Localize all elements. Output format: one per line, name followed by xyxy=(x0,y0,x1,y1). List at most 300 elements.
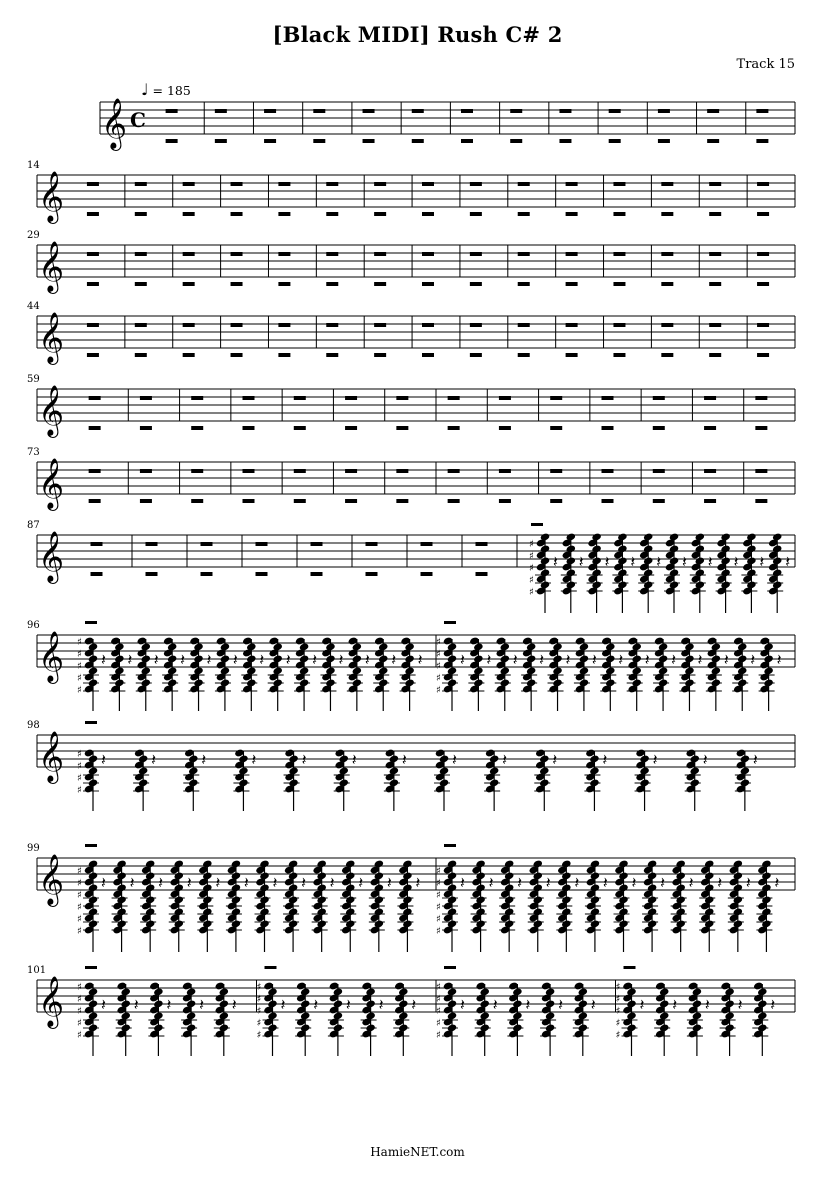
whole-rest xyxy=(609,139,621,143)
whole-rest xyxy=(448,499,460,503)
whole-rest xyxy=(566,353,578,357)
treble-clef-icon: 𝄞 xyxy=(38,458,65,509)
whole-rest xyxy=(166,109,178,113)
whole-rest xyxy=(757,353,769,357)
whole-rest xyxy=(85,966,97,969)
quarter-rest-icon: 𝄽 xyxy=(301,873,306,892)
whole-rest xyxy=(658,139,670,143)
whole-rest xyxy=(374,353,386,357)
staff-system xyxy=(27,301,795,365)
whole-rest xyxy=(757,282,769,286)
quarter-rest-icon: 𝄽 xyxy=(411,995,417,1014)
whole-rest xyxy=(89,426,101,430)
whole-rest xyxy=(278,323,290,327)
whole-rest xyxy=(476,542,488,546)
whole-rest xyxy=(345,469,357,473)
whole-rest xyxy=(313,109,325,113)
sharp-icon: ♯ xyxy=(529,575,534,586)
sharp-icon: ♯ xyxy=(615,994,621,1005)
whole-rest xyxy=(85,844,97,847)
quarter-rest-icon: 𝄽 xyxy=(671,650,676,669)
whole-rest xyxy=(510,109,522,113)
whole-rest xyxy=(613,323,625,327)
whole-rest xyxy=(140,396,152,400)
whole-rest xyxy=(613,252,625,256)
whole-rest xyxy=(183,323,195,327)
quarter-rest-icon: 𝄽 xyxy=(452,750,457,769)
sharp-icon: ♯ xyxy=(529,587,534,598)
whole-rest xyxy=(422,353,434,357)
quarter-rest-icon: 𝄽 xyxy=(672,995,678,1014)
whole-rest xyxy=(531,523,543,526)
whole-rest xyxy=(613,182,625,186)
quarter-rest-icon: 𝄽 xyxy=(717,873,723,892)
whole-rest xyxy=(374,182,386,186)
staff-system xyxy=(27,374,795,438)
whole-rest xyxy=(183,353,195,357)
measure-number: 101 xyxy=(27,965,47,976)
quarter-rest-icon: 𝄽 xyxy=(364,650,370,669)
whole-rest xyxy=(709,212,721,216)
sharp-icon: ♯ xyxy=(77,673,82,684)
quarter-rest-icon: 𝄽 xyxy=(101,650,106,669)
whole-rest xyxy=(755,499,767,503)
quarter-rest-icon: 𝄽 xyxy=(186,873,192,892)
staff-system xyxy=(27,720,795,811)
quarter-rest-icon: 𝄽 xyxy=(752,750,758,769)
quarter-rest-icon: 𝄽 xyxy=(745,873,751,892)
sharp-icon: ♯ xyxy=(77,982,82,993)
sharp-icon: ♯ xyxy=(436,1006,441,1017)
sharp-icon: ♯ xyxy=(77,773,82,784)
sharp-icon: ♯ xyxy=(77,890,82,901)
whole-rest xyxy=(704,426,716,430)
treble-clef-icon: 𝄞 xyxy=(38,385,65,436)
whole-rest xyxy=(518,212,530,216)
whole-rest xyxy=(461,109,473,113)
whole-rest xyxy=(461,139,473,143)
whole-rest xyxy=(518,282,530,286)
whole-rest xyxy=(366,542,378,546)
quarter-rest-icon: 𝄽 xyxy=(201,750,207,769)
whole-rest xyxy=(140,469,152,473)
quarter-rest-icon: 𝄽 xyxy=(313,995,319,1014)
quarter-rest-icon: 𝄽 xyxy=(215,873,221,892)
quarter-rest-icon: 𝄽 xyxy=(312,650,317,669)
quarter-rest-icon: 𝄽 xyxy=(460,873,465,892)
measure-number: 98 xyxy=(27,720,40,731)
measure-number: 29 xyxy=(27,230,40,241)
whole-rest xyxy=(653,426,665,430)
whole-rest xyxy=(326,323,338,327)
whole-rest xyxy=(311,542,323,546)
whole-rest xyxy=(704,469,716,473)
quarter-rest-icon: 𝄽 xyxy=(259,650,265,669)
staff-system xyxy=(27,620,795,711)
sharp-icon: ♯ xyxy=(615,1030,621,1041)
whole-rest xyxy=(231,252,243,256)
quarter-rest-icon: 𝄽 xyxy=(486,650,492,669)
measure-number: 87 xyxy=(27,520,40,531)
whole-rest xyxy=(422,282,434,286)
quarter-rest-icon: 𝄽 xyxy=(166,995,172,1014)
whole-rest xyxy=(499,396,511,400)
whole-rest xyxy=(87,353,99,357)
quarter-rest-icon: 𝄽 xyxy=(232,650,238,669)
quarter-rest-icon: 𝄽 xyxy=(525,995,531,1014)
sharp-icon: ♯ xyxy=(529,563,534,574)
whole-rest xyxy=(709,182,721,186)
score-title: [Black MIDI] Rush C# 2 xyxy=(272,22,563,47)
whole-rest xyxy=(294,426,306,430)
sharp-icon: ♯ xyxy=(436,673,441,684)
sharp-icon: ♯ xyxy=(256,994,262,1005)
whole-rest xyxy=(201,572,213,576)
whole-rest xyxy=(326,252,338,256)
quarter-rest-icon: 𝄽 xyxy=(639,995,645,1014)
whole-rest xyxy=(550,499,562,503)
whole-rest xyxy=(709,282,721,286)
quarter-rest-icon: 𝄽 xyxy=(199,995,205,1014)
whole-rest xyxy=(265,966,277,969)
staff-system xyxy=(27,230,795,294)
whole-rest xyxy=(231,212,243,216)
whole-rest xyxy=(345,396,357,400)
whole-rest xyxy=(363,139,375,143)
whole-rest xyxy=(243,469,255,473)
quarter-rest-icon: 𝄽 xyxy=(492,995,498,1014)
whole-rest xyxy=(278,182,290,186)
whole-rest xyxy=(444,621,456,624)
whole-rest xyxy=(755,469,767,473)
quarter-rest-icon: 𝄽 xyxy=(329,873,335,892)
whole-rest xyxy=(755,396,767,400)
whole-rest xyxy=(470,182,482,186)
whole-rest xyxy=(85,621,97,624)
treble-clef-icon: 𝄞 xyxy=(38,631,65,682)
quarter-rest-icon: 𝄽 xyxy=(604,552,610,571)
quarter-rest-icon: 𝄽 xyxy=(338,650,344,669)
sharp-icon: ♯ xyxy=(77,878,82,889)
quarter-rest-icon: 𝄽 xyxy=(272,873,278,892)
quarter-rest-icon: 𝄽 xyxy=(488,873,494,892)
whole-rest xyxy=(559,109,571,113)
staff-system xyxy=(27,447,795,511)
whole-rest xyxy=(448,396,460,400)
whole-rest xyxy=(135,252,147,256)
quarter-rest-icon: 𝄽 xyxy=(460,995,465,1014)
quarter-rest-icon: 𝄽 xyxy=(151,750,157,769)
whole-rest xyxy=(191,469,203,473)
quarter-rest-icon: 𝄽 xyxy=(301,750,307,769)
quarter-rest-icon: 𝄽 xyxy=(644,650,650,669)
whole-rest xyxy=(499,426,511,430)
whole-rest xyxy=(201,542,213,546)
quarter-rest-icon: 𝄽 xyxy=(631,873,637,892)
sharp-icon: ♯ xyxy=(77,749,82,760)
whole-rest xyxy=(421,572,433,576)
quarter-rest-icon: 𝄽 xyxy=(656,552,662,571)
whole-rest xyxy=(422,182,434,186)
sharp-icon: ♯ xyxy=(529,551,534,562)
whole-rest xyxy=(661,252,673,256)
quarter-rest-icon: 𝄽 xyxy=(391,650,397,669)
whole-rest xyxy=(85,721,97,724)
whole-rest xyxy=(518,323,530,327)
whole-rest xyxy=(499,499,511,503)
sharp-icon: ♯ xyxy=(77,637,82,648)
sharp-icon: ♯ xyxy=(529,539,534,550)
quarter-rest-icon: 𝄽 xyxy=(101,995,106,1014)
whole-rest xyxy=(396,469,408,473)
quarter-rest-icon: 𝄽 xyxy=(231,995,237,1014)
sharp-icon: ♯ xyxy=(615,1018,621,1029)
quarter-rest-icon: 𝄽 xyxy=(590,995,596,1014)
whole-rest xyxy=(707,109,719,113)
sharp-icon: ♯ xyxy=(77,914,82,925)
whole-rest xyxy=(412,109,424,113)
whole-rest xyxy=(757,252,769,256)
quarter-rest-icon: 𝄽 xyxy=(578,552,584,571)
quarter-rest-icon: 𝄽 xyxy=(770,995,776,1014)
whole-rest xyxy=(444,844,456,847)
sharp-icon: ♯ xyxy=(436,994,441,1005)
quarter-rest-icon: 𝄽 xyxy=(251,750,257,769)
measure-number: 99 xyxy=(27,843,40,854)
whole-rest xyxy=(294,499,306,503)
quarter-rest-icon: 𝄽 xyxy=(280,995,286,1014)
whole-rest xyxy=(396,426,408,430)
whole-rest xyxy=(313,139,325,143)
quarter-rest-icon: 𝄽 xyxy=(652,750,658,769)
quarter-rest-icon: 𝄽 xyxy=(539,650,545,669)
whole-rest xyxy=(264,109,276,113)
whole-rest xyxy=(87,182,99,186)
whole-rest xyxy=(661,282,673,286)
whole-rest xyxy=(243,426,255,430)
whole-rest xyxy=(91,542,103,546)
whole-rest xyxy=(470,282,482,286)
whole-rest xyxy=(191,396,203,400)
whole-rest xyxy=(326,182,338,186)
whole-rest xyxy=(550,469,562,473)
whole-rest xyxy=(87,212,99,216)
quarter-rest-icon: 𝄽 xyxy=(737,995,743,1014)
whole-rest xyxy=(550,396,562,400)
whole-rest xyxy=(412,139,424,143)
whole-rest xyxy=(311,572,323,576)
whole-rest xyxy=(243,499,255,503)
whole-rest xyxy=(183,212,195,216)
sharp-icon: ♯ xyxy=(77,1030,82,1041)
whole-rest xyxy=(613,282,625,286)
whole-rest xyxy=(183,182,195,186)
sharp-icon: ♯ xyxy=(256,982,262,993)
quarter-rest-icon: 𝄽 xyxy=(345,995,351,1014)
whole-rest xyxy=(87,252,99,256)
quarter-rest-icon: 𝄽 xyxy=(750,650,756,669)
measure-number: 44 xyxy=(27,301,40,312)
quarter-rest-icon: 𝄽 xyxy=(415,873,421,892)
quarter-rest-icon: 𝄽 xyxy=(545,873,551,892)
whole-rest xyxy=(87,282,99,286)
quarter-rest-icon: 𝄽 xyxy=(558,995,564,1014)
whole-rest xyxy=(602,499,614,503)
sharp-icon: ♯ xyxy=(77,902,82,913)
whole-rest xyxy=(422,212,434,216)
whole-rest xyxy=(613,353,625,357)
sharp-icon: ♯ xyxy=(436,866,441,877)
whole-rest xyxy=(661,323,673,327)
quarter-rest-icon: 𝄽 xyxy=(127,650,133,669)
whole-rest xyxy=(231,323,243,327)
whole-rest xyxy=(653,396,665,400)
whole-rest xyxy=(602,426,614,430)
sharp-icon: ♯ xyxy=(77,926,82,937)
whole-rest xyxy=(326,282,338,286)
sharp-icon: ♯ xyxy=(436,1030,441,1041)
whole-rest xyxy=(345,499,357,503)
whole-rest xyxy=(661,353,673,357)
whole-rest xyxy=(707,139,719,143)
whole-rest xyxy=(470,323,482,327)
quarter-rest-icon: 𝄽 xyxy=(101,750,106,769)
treble-clef-icon: 𝄞 xyxy=(38,171,65,222)
whole-rest xyxy=(613,212,625,216)
quarter-rest-icon: 𝄽 xyxy=(574,873,580,892)
whole-rest xyxy=(566,252,578,256)
whole-rest xyxy=(757,323,769,327)
sharp-icon: ♯ xyxy=(436,685,441,696)
whole-rest xyxy=(363,109,375,113)
whole-rest xyxy=(470,212,482,216)
whole-rest xyxy=(566,282,578,286)
whole-rest xyxy=(366,572,378,576)
sharp-icon: ♯ xyxy=(436,890,441,901)
whole-rest xyxy=(602,469,614,473)
quarter-rest-icon: 𝄽 xyxy=(774,873,780,892)
whole-rest xyxy=(264,139,276,143)
quarter-rest-icon: 𝄽 xyxy=(688,873,694,892)
whole-rest xyxy=(566,323,578,327)
whole-rest xyxy=(709,323,721,327)
whole-rest xyxy=(146,572,158,576)
sharp-icon: ♯ xyxy=(77,685,82,696)
sharp-icon: ♯ xyxy=(436,637,441,648)
whole-rest xyxy=(374,212,386,216)
whole-rest xyxy=(140,426,152,430)
whole-rest xyxy=(756,139,768,143)
whole-rest xyxy=(326,212,338,216)
tempo-value: = 185 xyxy=(152,83,191,98)
quarter-rest-icon: 𝄽 xyxy=(378,995,384,1014)
whole-rest xyxy=(499,469,511,473)
whole-rest xyxy=(231,353,243,357)
sharp-icon: ♯ xyxy=(77,866,82,877)
whole-rest xyxy=(135,353,147,357)
staff-system xyxy=(27,160,795,224)
whole-rest xyxy=(345,426,357,430)
quarter-rest-icon: 𝄽 xyxy=(351,750,357,769)
sharp-icon: ♯ xyxy=(77,649,82,660)
quarter-rest-icon: 𝄽 xyxy=(206,650,212,669)
quarter-rest-icon: 𝄽 xyxy=(682,552,687,571)
quarter-rest-icon: 𝄽 xyxy=(101,873,106,892)
whole-rest xyxy=(294,469,306,473)
whole-rest xyxy=(609,109,621,113)
whole-rest xyxy=(256,542,268,546)
quarter-rest-icon: 𝄽 xyxy=(776,650,782,669)
quarter-note-icon: ♩ xyxy=(141,80,149,99)
whole-rest xyxy=(421,542,433,546)
quarter-rest-icon: 𝄽 xyxy=(697,650,703,669)
treble-clef-icon: 𝄞 xyxy=(38,731,65,782)
whole-rest xyxy=(448,426,460,430)
whole-rest xyxy=(135,323,147,327)
quarter-rest-icon: 𝄽 xyxy=(417,650,423,669)
whole-rest xyxy=(135,282,147,286)
treble-clef-icon: 𝄞 xyxy=(38,241,65,292)
sharp-icon: ♯ xyxy=(256,1018,262,1029)
quarter-rest-icon: 𝄽 xyxy=(702,750,708,769)
whole-rest xyxy=(518,353,530,357)
whole-rest xyxy=(661,212,673,216)
treble-clef-icon: 𝄞 xyxy=(101,98,128,149)
whole-rest xyxy=(183,282,195,286)
sharp-icon: ♯ xyxy=(77,661,82,672)
quarter-rest-icon: 𝄽 xyxy=(285,650,291,669)
quarter-rest-icon: 𝄽 xyxy=(358,873,364,892)
measure-number: 59 xyxy=(27,374,40,385)
whole-rest xyxy=(294,396,306,400)
whole-rest xyxy=(476,572,488,576)
whole-rest xyxy=(444,966,456,969)
whole-rest xyxy=(396,396,408,400)
measure-number: 73 xyxy=(27,447,40,458)
whole-rest xyxy=(510,139,522,143)
sharp-icon: ♯ xyxy=(256,1006,262,1017)
staff-system xyxy=(27,965,795,1056)
whole-rest xyxy=(191,499,203,503)
whole-rest xyxy=(653,469,665,473)
measure-number: 96 xyxy=(27,620,40,631)
whole-rest xyxy=(146,542,158,546)
quarter-rest-icon: 𝄽 xyxy=(517,873,523,892)
sharp-icon: ♯ xyxy=(436,1018,441,1029)
whole-rest xyxy=(661,182,673,186)
quarter-rest-icon: 𝄽 xyxy=(565,650,571,669)
quarter-rest-icon: 𝄽 xyxy=(133,995,139,1014)
whole-rest xyxy=(231,182,243,186)
treble-clef-icon: 𝄞 xyxy=(38,312,65,363)
footer-credit: HamieNET.com xyxy=(370,1145,465,1159)
sharp-icon: ♯ xyxy=(77,785,82,796)
sharp-icon: ♯ xyxy=(436,878,441,889)
time-signature: C xyxy=(130,108,146,132)
quarter-rest-icon: 𝄽 xyxy=(129,873,135,892)
quarter-rest-icon: 𝄽 xyxy=(785,552,791,571)
quarter-rest-icon: 𝄽 xyxy=(660,873,665,892)
whole-rest xyxy=(231,282,243,286)
quarter-rest-icon: 𝄽 xyxy=(460,650,465,669)
quarter-rest-icon: 𝄽 xyxy=(759,552,765,571)
whole-rest xyxy=(566,182,578,186)
whole-rest xyxy=(396,499,408,503)
sharp-icon: ♯ xyxy=(615,1006,621,1017)
staff-system xyxy=(100,98,795,151)
quarter-rest-icon: 𝄽 xyxy=(552,750,558,769)
whole-rest xyxy=(755,426,767,430)
